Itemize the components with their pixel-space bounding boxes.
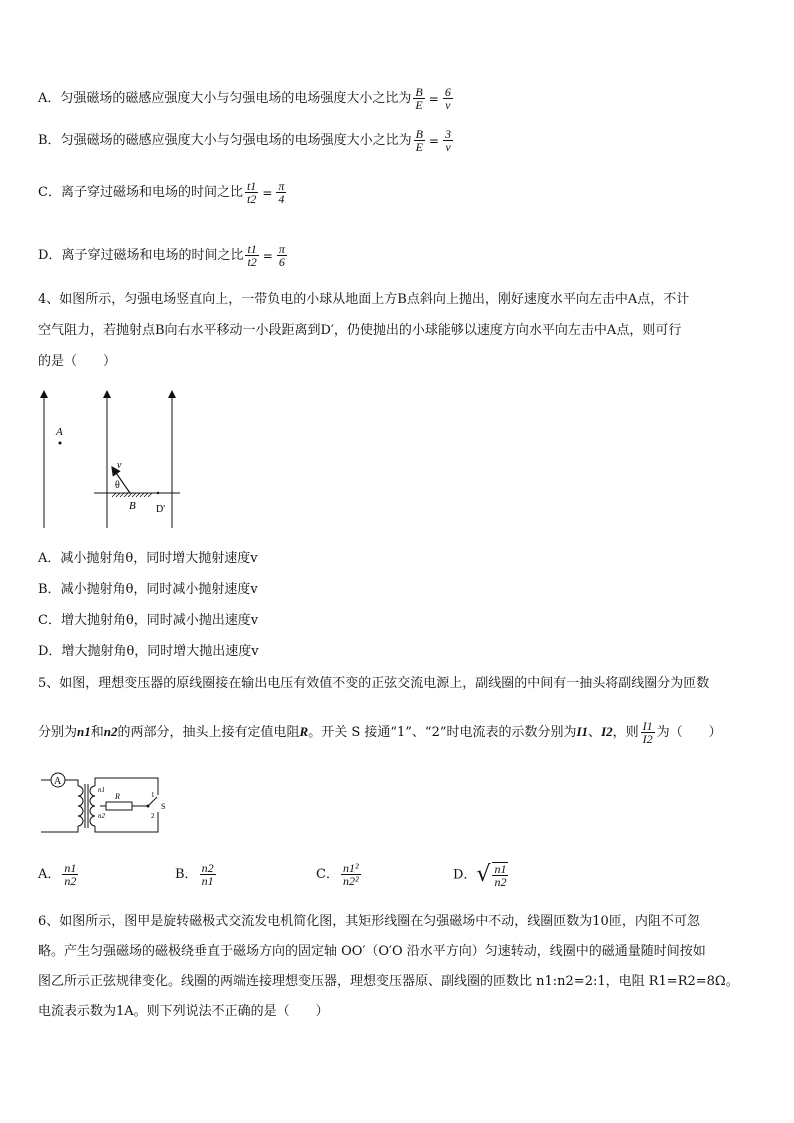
svg-text:2: 2 xyxy=(151,812,155,820)
option-text: 匀强磁场的磁感应强度大小与匀强电场的电场强度大小之比为 xyxy=(60,133,412,148)
svg-text:R: R xyxy=(115,792,120,801)
primary-coil xyxy=(78,786,83,826)
point-a xyxy=(59,442,62,445)
q4-option-d: D．增大抛射角θ，同时增大抛出速度v xyxy=(38,644,259,659)
secondary-coil xyxy=(90,786,95,826)
q3-option-c xyxy=(38,180,288,205)
option-text: 离子穿过磁场和电场的时间之比 xyxy=(60,185,243,200)
q5-option-b: B． $\frac{n2}{n1}$ xyxy=(175,861,214,888)
q6-stem-line-1: 6、如图所示，图甲是旋转磁极式交流发电机简化图，其矩形线圈在匀强磁场中不动，线圈匝数为10匝，内阻不可忽 xyxy=(38,914,700,929)
q5-circuit-figure xyxy=(38,768,168,838)
svg-text:1: 1 xyxy=(151,791,155,799)
q6-stem-line-2: 略。产生匀强磁场的磁极绕垂直于磁场方向的固定轴 OO′（O′O 沿水平方向）匀速转动，线圈中的磁通量随时间按如 xyxy=(38,944,706,959)
option-label: B． xyxy=(38,133,61,148)
primary-wire-2 xyxy=(65,780,78,786)
ratio-expression: $\frac{B}{E}$ = $\frac{3}{v}$ xyxy=(415,127,451,154)
ratio-expression: $\frac{B}{E}$ = $\frac{6}{v}$ xyxy=(415,85,451,112)
ratio-expression: $\frac{t1}{t2}$ = $\frac{\pi}{4}$ xyxy=(246,179,285,206)
svg-text:n2: n2 xyxy=(98,812,105,820)
q5-option-d: D．√ $\frac{n1}{n2}$ xyxy=(453,862,507,889)
q6-stem-line-4: 电流表示数为1A。则下列说法不正确的是（ ） xyxy=(38,1004,329,1019)
q5-stem-line-2: 分别为n1和n2的两部分，抽头上接有定值电阻R。开关 S 接通“1”、“2”时电流表的示数分别为I1、I2，则 $\frac{I1}{I2}$ 为（ ） xyxy=(38,719,722,746)
option-text: 离子穿过磁场和电场的时间之比 xyxy=(61,248,244,263)
q5-stem-line-1: 5、如图，理想变压器的原线圈接在输出电压有效值不变的正弦交流电源上，副线圈的中间有一抽头将副线圈分为匝数 xyxy=(38,676,710,691)
q6-stem xyxy=(38,907,763,1027)
q3-option-b xyxy=(38,128,455,153)
resistor-r xyxy=(106,802,132,810)
option-label: A． xyxy=(38,91,61,106)
label-d: D' xyxy=(156,504,166,515)
option-text: 匀强磁场的磁感应强度大小与匀强电场的电场强度大小之比为 xyxy=(60,91,412,106)
svg-text:n1: n1 xyxy=(98,786,105,794)
svg-text:S: S xyxy=(161,802,166,811)
q4-stem-line-1: 4、如图所示，匀强电场竖直向上，一带负电的小球从地面上方B点斜向上抛出，刚好速度水平向左击中A点，不计 xyxy=(38,292,690,307)
ratio-i1-i2: $\frac{I1}{I2}$ xyxy=(642,719,653,746)
q4-option-c: C．增大抛射角θ，同时减小抛出速度v xyxy=(38,613,259,628)
q6-stem-line-3: 图乙所示正弦规律变化。线圈的两端连接理想变压器，理想变压器原、副线圈的匝数比 n1:n2=2:1，电阻 R1=R2=8Ω。 xyxy=(38,974,739,989)
label-v: v xyxy=(117,460,122,471)
q5-option-c: C． $\frac{\text{n1²}}{\text{n2²}}$ xyxy=(316,861,359,888)
q3-option-d xyxy=(38,243,289,268)
ground-hatch xyxy=(112,493,152,497)
q4-stem-line-3: 的是（ ） xyxy=(38,354,117,369)
point-d xyxy=(157,492,159,494)
ammeter-label: A xyxy=(54,776,62,787)
label-b: B xyxy=(129,500,136,512)
option-label: C． xyxy=(38,185,61,200)
q4-figure xyxy=(30,388,190,533)
label-theta: θ xyxy=(115,480,120,491)
option-label: D． xyxy=(38,248,62,263)
q5-option-a: A． $\frac{n1}{n2}$ xyxy=(38,861,77,888)
q3-option-a xyxy=(38,86,455,111)
q4-option-a: A．减小抛射角θ，同时增大抛射速度v xyxy=(38,551,258,566)
label-a: A xyxy=(56,426,63,438)
primary-wire-3 xyxy=(41,826,78,832)
switch-pivot xyxy=(147,805,150,808)
q4-stem-line-2: 空气阻力，若抛射点B向右水平移动一小段距离到D′，仍使抛出的小球能够以速度方向水平向左击中A点，则可行 xyxy=(38,323,682,338)
sqrt-icon: √ xyxy=(476,862,491,887)
ratio-expression: $\frac{t1}{t2}$ = $\frac{\pi}{6}$ xyxy=(247,242,285,269)
q4-option-b: B．减小抛射角θ，同时减小抛射速度v xyxy=(38,582,258,597)
